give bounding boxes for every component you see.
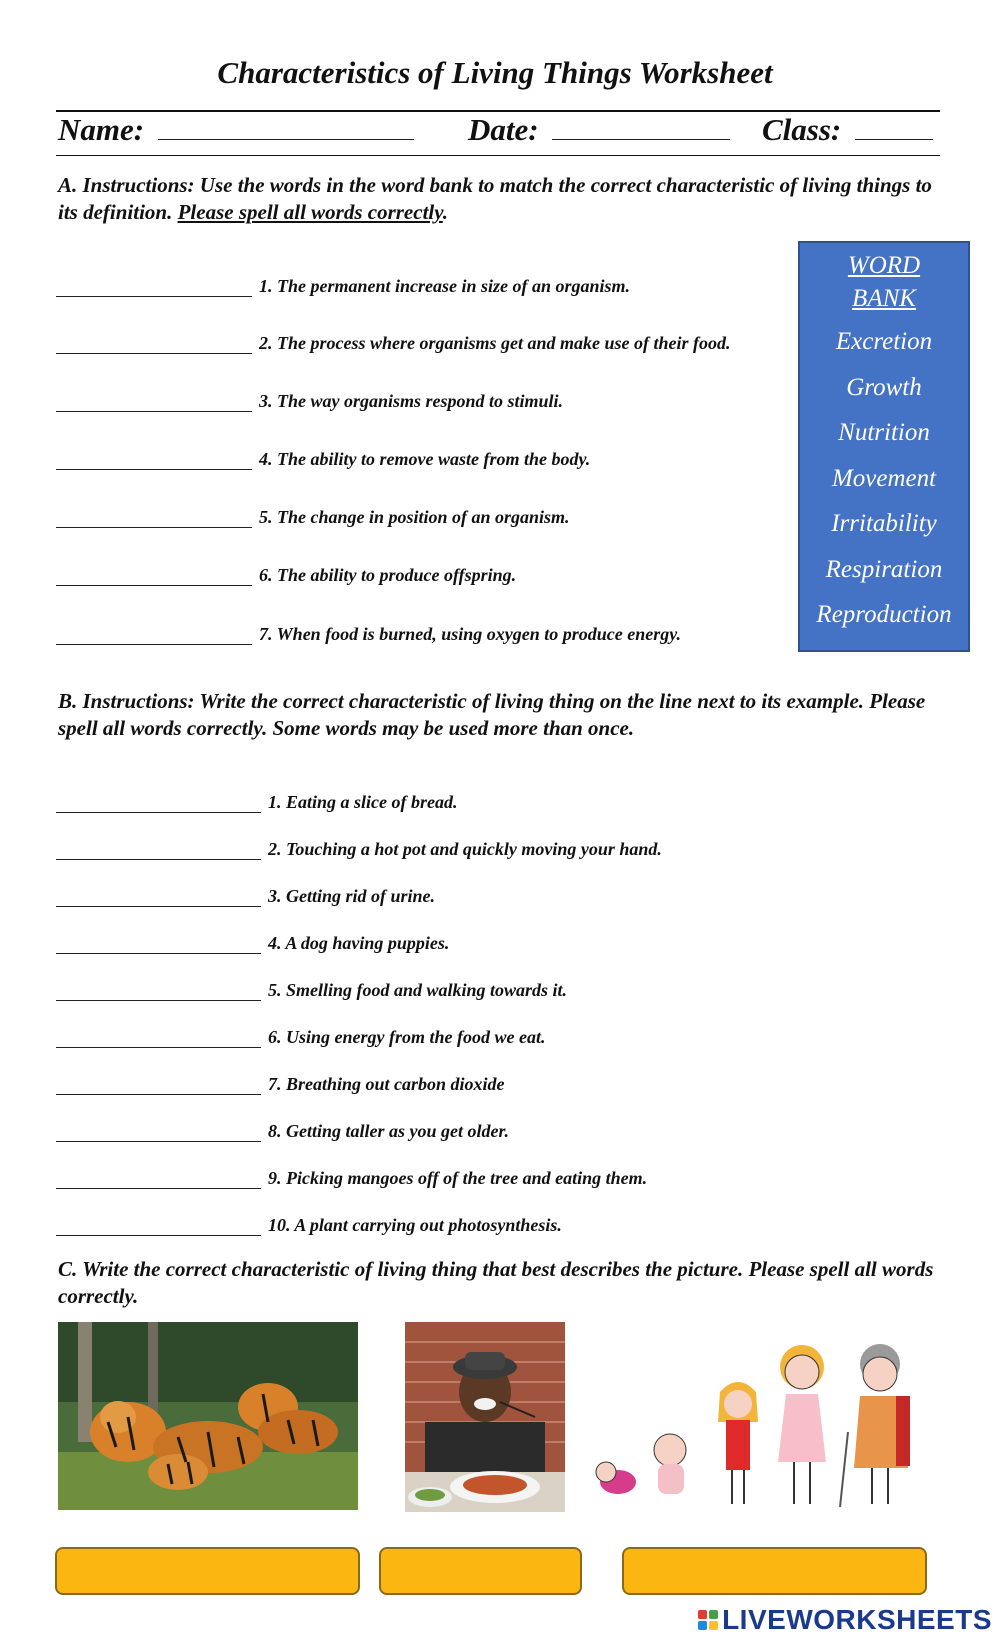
name-label: Name: xyxy=(58,112,145,147)
answer-blank[interactable] xyxy=(56,333,252,354)
answer-blank[interactable] xyxy=(56,449,252,470)
name-blank[interactable] xyxy=(158,117,414,140)
word-bank-item: Irritability xyxy=(831,510,937,537)
class-blank[interactable] xyxy=(855,117,933,140)
picture-2-answer-box[interactable] xyxy=(379,1547,582,1595)
section-a-item: 5. The change in position of an organism. xyxy=(56,507,570,528)
answer-blank[interactable] xyxy=(56,886,261,907)
section-a-item: 4. The ability to remove waste from the body. xyxy=(56,449,590,470)
answer-blank[interactable] xyxy=(56,624,252,645)
answer-blank[interactable] xyxy=(56,276,252,297)
class-label: Class: xyxy=(762,112,842,147)
class-field xyxy=(762,112,940,148)
date-blank[interactable] xyxy=(552,117,730,140)
section-b-instructions: B. Instructions: Write the correct characteristic of living thing on the line next to its example. Please spell all words correctly. Some words may be used more than once. xyxy=(58,689,926,740)
section-a-item: 1. The permanent increase in size of an organism. xyxy=(56,276,630,297)
page-title: Characteristics of Living Things Worksheet xyxy=(217,55,773,90)
section-b-item: 8. Getting taller as you get older. xyxy=(56,1121,509,1142)
word-bank xyxy=(798,241,970,652)
section-b-item: 6. Using energy from the food we eat. xyxy=(56,1027,545,1048)
picture-3-answer-box[interactable] xyxy=(622,1547,927,1595)
answer-blank[interactable] xyxy=(56,565,252,586)
section-a-item: 6. The ability to produce offspring. xyxy=(56,565,516,586)
section-b-item: 5. Smelling food and walking towards it. xyxy=(56,980,567,1001)
section-b-item: 7. Breathing out carbon dioxide xyxy=(56,1074,505,1095)
word-bank-item: Nutrition xyxy=(838,419,930,446)
section-b-item: 1. Eating a slice of bread. xyxy=(56,792,458,813)
answer-blank[interactable] xyxy=(56,1168,261,1189)
section-b-item: 3. Getting rid of urine. xyxy=(56,886,435,907)
word-bank-title: WORD BANK xyxy=(847,252,921,312)
section-c-instructions: C. Write the correct characteristic of living thing that best describes the picture. Please spell all words correctly. xyxy=(58,1257,934,1308)
answer-blank[interactable] xyxy=(56,507,252,528)
section-b-item: 2. Touching a hot pot and quickly moving your hand. xyxy=(56,839,662,860)
answer-blank[interactable] xyxy=(56,933,261,954)
word-bank-item: Respiration xyxy=(825,555,943,583)
answer-blank[interactable] xyxy=(56,792,261,813)
word-bank-item: Reproduction xyxy=(816,601,952,628)
section-a-instructions: A. Instructions: Use the words in the word bank to match the correct characteristic of living things to its definition. Please spell all words correctly. xyxy=(58,173,932,224)
logo-text: LIVEWORKSHEETS xyxy=(722,1604,992,1635)
word-bank-item: Growth xyxy=(846,373,922,401)
liveworksheets-logo-icon xyxy=(698,1610,718,1630)
word-bank-item: Movement xyxy=(831,464,937,492)
name-field xyxy=(58,112,421,148)
answer-blank[interactable] xyxy=(56,1215,261,1236)
header-bottom-rule xyxy=(56,155,940,156)
section-a-item: 2. The process where organisms get and make use of their food. xyxy=(56,333,731,354)
answer-blank[interactable] xyxy=(56,839,261,860)
man-eating-picture xyxy=(405,1322,565,1512)
section-a-item: 3. The way organisms respond to stimuli. xyxy=(56,391,563,412)
answer-blank[interactable] xyxy=(56,391,252,412)
section-b-item: 9. Picking mangoes off of the tree and eating them. xyxy=(56,1168,647,1189)
spell-correctly-note: Please spell all words correctly xyxy=(177,200,443,224)
section-b-item: 4. A dog having puppies. xyxy=(56,933,449,954)
date-field xyxy=(468,112,737,148)
section-b-item: 10. A plant carrying out photosynthesis. xyxy=(56,1215,562,1236)
tigers-picture xyxy=(58,1322,358,1510)
answer-blank[interactable] xyxy=(56,980,261,1001)
answer-blank[interactable] xyxy=(56,1074,261,1095)
answer-blank[interactable] xyxy=(56,1121,261,1142)
section-a-item: 7. When food is burned, using oxygen to produce energy. xyxy=(56,624,681,645)
word-bank-item: Excretion xyxy=(835,328,933,355)
growth-stages-picture xyxy=(590,1322,940,1514)
liveworksheets-logo xyxy=(698,1604,992,1636)
answer-blank[interactable] xyxy=(56,1027,261,1048)
picture-1-answer-box[interactable] xyxy=(55,1547,360,1595)
date-label: Date: xyxy=(468,112,539,147)
